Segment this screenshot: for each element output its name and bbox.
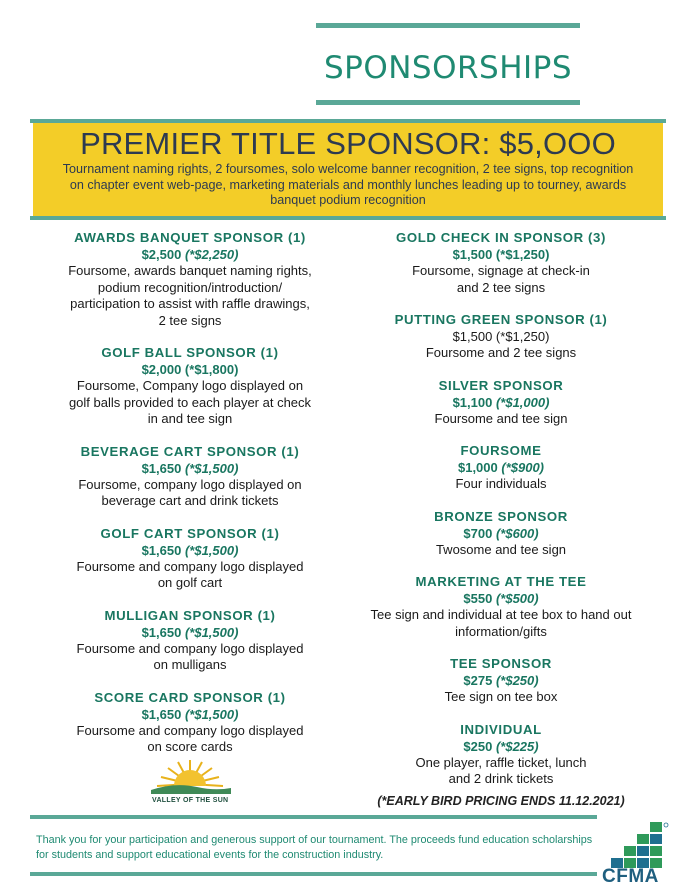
sponsorship-price [45,542,335,559]
top-divider-lower [316,100,580,105]
sponsorship-description: Foursome and company logo displayed on golf cart [76,558,304,590]
regular-price: $1,000 [457,460,498,475]
regular-price: $2,500 [141,247,182,262]
sponsorship-item [356,229,646,296]
early-bird-price: (*$1,500) [184,624,239,640]
sponsorship-name: BRONZE SPONSOR [434,508,568,524]
valley-logo-text: VALLEY OF THE SUN [152,797,229,804]
regular-price: $2,000 (*$1,800) [141,362,239,377]
sponsorship-item [356,655,646,706]
sponsorship-name: PUTTING GREEN SPONSOR (1) [394,312,608,327]
sponsorship-price [356,328,646,345]
right-sponsor-column [356,229,646,788]
premier-band-bottom [30,216,666,220]
sponsorship-description: One player, raffle ticket, lunch and 2 drink tickets [415,754,587,786]
sponsorship-description: Twosome and tee sign [435,541,567,557]
regular-price: $1,650 [141,542,182,558]
sponsorship-name: INDIVIDUAL [460,721,542,737]
sponsorship-description: Foursome, awards banquet naming rights, podium recognition/introduction/ participation to assist with raffle drawings, 2 tee signs [68,263,312,328]
sponsorship-price [45,706,335,723]
sponsorship-name: GOLF BALL SPONSOR (1) [101,345,279,360]
sponsorship-description: Tee sign and individual at tee box to hand out information/gifts [370,607,632,639]
regular-price: $250 [463,738,493,754]
early-bird-price: (*$1,500) [184,460,239,476]
early-bird-price: (*$900) [501,460,545,475]
sponsorship-description: Foursome, company logo displayed on beverage cart and drink tickets [78,476,302,508]
sponsorship-name: MARKETING AT THE TEE [415,574,587,589]
sponsorship-item [356,311,646,362]
sponsorship-name: FOURSOME [460,443,542,458]
premier-heading: PREMIER TITLE SPONSOR: $5,OOO [80,126,616,161]
sponsorship-description: Four individuals [455,476,547,491]
sponsorship-item [45,443,335,510]
early-bird-note: (*EARLY BIRD PRICING ENDS 11.12.2021) [377,794,625,808]
regular-price: $1,650 [141,460,182,476]
sponsorship-name: SCORE CARD SPONSOR (1) [94,689,286,705]
sponsorship-price [356,672,646,689]
sponsorship-price [356,459,646,476]
sponsorship-price [45,246,335,263]
sponsorship-description: Foursome, signage at check-in and 2 tee signs [412,263,590,295]
premier-sponsor-box [33,123,663,216]
sponsorship-name: GOLF CART SPONSOR (1) [100,525,280,541]
sponsorship-description: Tee sign on tee box [444,689,558,704]
regular-price: $1,500 (*$1,250) [452,247,550,262]
sponsorship-price [356,394,646,411]
sponsorship-price [356,525,646,542]
premier-description: Tournament naming rights, 2 foursomes, solo welcome banner recognition, 2 tee signs, top recognition on chapter event web-page, marketing materials and monthly lunches leading up to tourney, awards banquet podium recognition [62,162,634,207]
sponsorship-name: SILVER SPONSOR [438,377,564,393]
sponsorship-name: AWARDS BANQUET SPONSOR (1) [74,230,306,245]
regular-price: $700 [463,525,493,541]
sponsorship-name: BEVERAGE CART SPONSOR (1) [80,443,300,459]
sponsorship-item [356,377,646,428]
sponsorship-item [356,573,646,640]
sponsorship-name: MULLIGAN SPONSOR (1) [104,607,276,623]
early-bird-price: (*$250) [495,673,539,688]
sponsorship-price [356,590,646,607]
sponsorship-description: Foursome and company logo displayed on score cards [76,722,304,754]
footer-divider-upper [30,815,597,819]
sponsorship-description: Foursome and tee sign [434,410,568,426]
sponsorship-price [356,246,646,263]
footer-divider-lower [30,872,597,876]
regular-price: $1,650 [141,706,182,722]
sponsorship-item [45,229,335,329]
sponsorship-name: GOLD CHECK IN SPONSOR (3) [396,230,606,245]
early-bird-price: (*$1,500) [184,706,239,722]
regular-price: $275 [463,673,493,688]
sponsorship-item [45,689,335,756]
sponsorship-item [356,721,646,788]
sponsorship-description: Foursome and company logo displayed on mulligans [76,640,304,672]
regular-price: $1,100 [452,394,493,410]
cfma-logo-icon [610,822,670,868]
early-bird-price: (*$500) [495,591,539,606]
early-bird-price: (*$1,500) [184,542,239,558]
regular-price: $550 [463,591,493,606]
sponsorship-item [45,525,335,592]
early-bird-price: (*$600) [495,525,539,541]
sponsorship-item [356,442,646,493]
top-divider-upper [316,23,580,28]
sponsorship-name: TEE SPONSOR [450,656,552,671]
cfma-logo-text: CFMA [602,866,659,887]
left-sponsor-column [45,229,335,756]
sponsorship-price [45,361,335,378]
early-bird-price: (*$1,000) [495,394,550,410]
sponsorship-item [45,607,335,674]
page-title: SPONSORSHIPS [323,50,573,86]
sponsorship-price [45,460,335,477]
sponsorship-price [356,738,646,755]
regular-price: $1,650 [141,624,182,640]
sponsorship-item [356,508,646,559]
regular-price: $1,500 (*$1,250) [452,329,550,344]
sponsorship-price [45,624,335,641]
sponsorship-description: Foursome and 2 tee signs [425,345,577,360]
footer-message: Thank you for your participation and generous support of our tournament. The proceeds fund education scholarships for students and support educational events for the construction industry. [36,834,593,861]
early-bird-price: (*$225) [495,738,539,754]
sponsorship-item [45,344,335,428]
early-bird-price: (*$2,250) [184,247,239,262]
sponsorship-description: Foursome, Company logo displayed on golf balls provided to each player at check in and tee sign [68,378,312,426]
